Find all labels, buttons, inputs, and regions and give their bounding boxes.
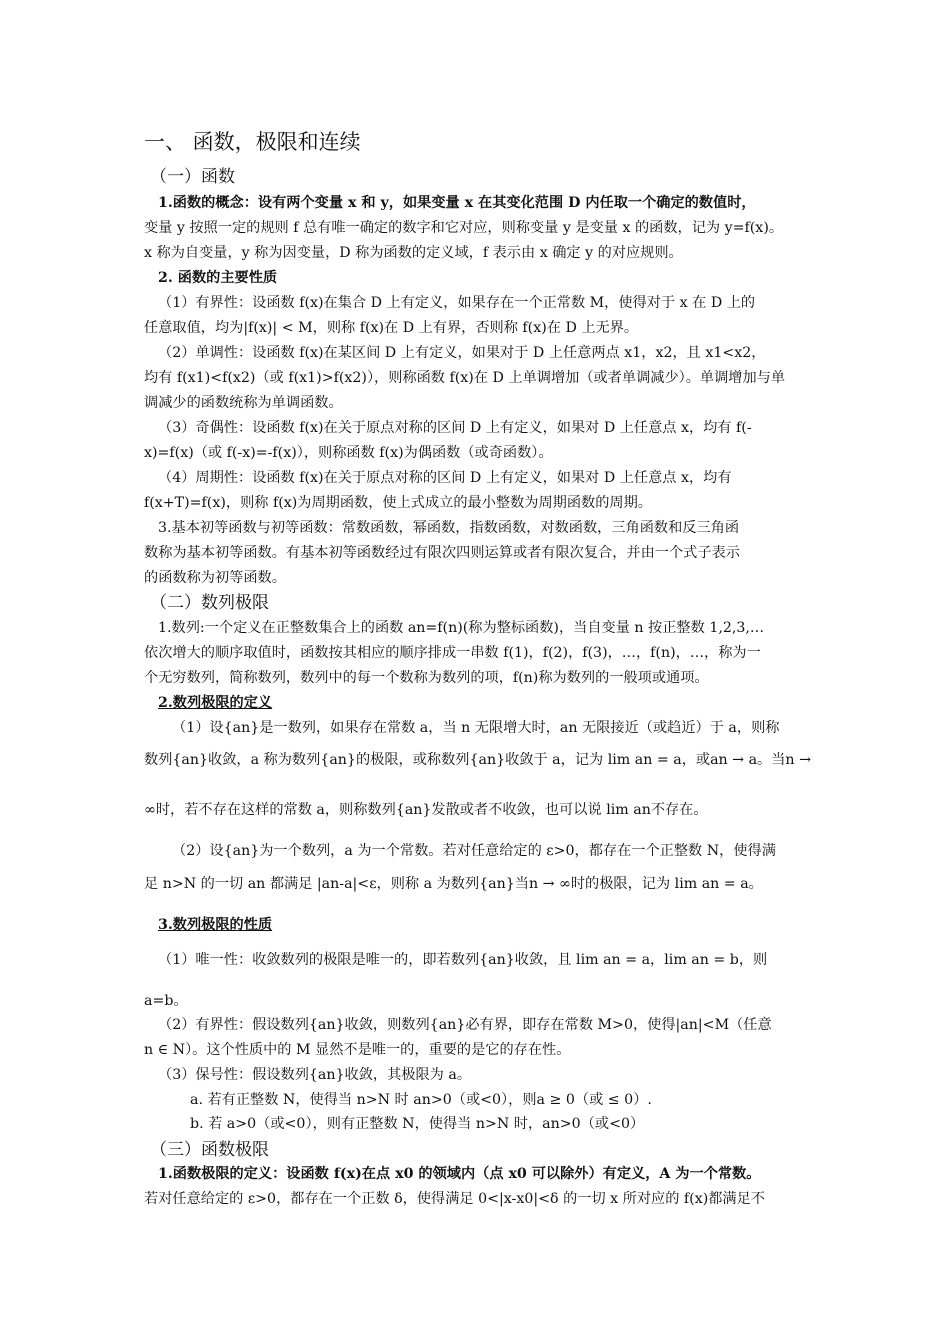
paragraph-line: （4）周期性：设函数 f(x)在关于原点对称的区间 D 上有定义，如果对 D 上任意点 x，均有 xyxy=(158,470,732,486)
paragraph-line: 的函数称为初等函数。 xyxy=(144,570,286,586)
paragraph-line: a=b。 xyxy=(144,993,188,1009)
paragraph-line: x 称为自变量，y 称为因变量，D 称为函数的定义域，f 表示由 x 确定 y 的对应规则。 xyxy=(144,245,683,261)
section-heading-function-limits: （三）函数极限 xyxy=(150,1140,269,1160)
paragraph-line: 足 n>N 的一切 an 都满足 |an-a|<ε，则称 a 为数列{an}当n → ∞时的极限，记为 lim an = a。 xyxy=(144,876,763,892)
paragraph-line: （2）单调性：设函数 f(x)在某区间 D 上有定义，如果对于 D 上任意两点 x1，x2，且 x1<x2， xyxy=(158,345,766,361)
paragraph-line: 任意取值，均为|f(x)| < M，则称 f(x)在 D 上有界，否则称 f(x)在 D 上无界。 xyxy=(144,320,639,336)
chapter-title: 一、 函数，极限和连续 xyxy=(144,130,361,154)
paragraph-line: 个无穷数列，简称数列，数列中的每一个数称为数列的项，f(n)称为数列的一般项或通项。 xyxy=(144,670,709,686)
section-heading-functions: （一）函数 xyxy=(150,167,235,187)
paragraph-line: 1.数列:一个定义在正整数集合上的函数 an=f(n)(称为整标函数)，当自变量 n 按正整数 1,2,3,… xyxy=(158,620,765,636)
paragraph-line: 依次增大的顺序取值时，函数按其相应的顺序排成一串数 f(1)，f(2)，f(3)，…，f(n)，…，称为一 xyxy=(144,645,761,661)
paragraph-line: x)=f(x)（或 f(-x)=-f(x)），则称函数 f(x)为偶函数（或奇函数）。 xyxy=(144,445,553,461)
paragraph-line: 变量 y 按照一定的规则 f 总有唯一确定的数字和它对应，则称变量 y 是变量 x 的函数，记为 y=f(x)。 xyxy=(144,220,784,236)
paragraph-line: 1.函数极限的定义：设函数 f(x)在点 x0 的领域内（点 x0 可以除外）有定义，A 为一个常数。 xyxy=(158,1166,761,1182)
paragraph-line: 3.基本初等函数与初等函数：常数函数，幂函数，指数函数，对数函数，三角函数和反三角函 xyxy=(158,520,740,536)
subheading: 2.数列极限的定义 xyxy=(158,695,273,711)
paragraph-line: f(x+T)=f(x)，则称 f(x)为周期函数，使上式成立的最小整数为周期函数的周期。 xyxy=(144,495,652,511)
paragraph-line: 调减少的函数统称为单调函数。 xyxy=(144,395,343,411)
list-item: b. 若 a>0（或<0），则有正整数 N，使得当 n>N 时，an>0（或<0） xyxy=(190,1116,645,1132)
paragraph-line: ∞时，若不存在这样的常数 a，则称数列{an}发散或者不收敛，也可以说 lim an不存在。 xyxy=(144,802,708,818)
paragraph-line: （3）奇偶性：设函数 f(x)在关于原点对称的区间 D 上有定义，如果对 D 上任意点 x，均有 f(- xyxy=(158,420,752,436)
list-item: a. 若有正整数 N，使得当 n>N 时 an>0（或<0），则a ≥ 0（或 ≤ 0）. xyxy=(190,1092,652,1108)
subheading: 3.数列极限的性质 xyxy=(158,917,273,933)
paragraph-line: 数称为基本初等函数。有基本初等函数经过有限次四则运算或者有限次复合，并由一个式子表示 xyxy=(144,545,740,561)
paragraph-line: n ∈ N）。这个性质中的 M 显然不是唯一的，重要的是它的存在性。 xyxy=(144,1042,571,1058)
paragraph-line: 数列{an}收敛，a 称为数列{an}的极限，或称数列{an}收敛于 a，记为 lim an = a，或an → a。当n → xyxy=(144,752,811,768)
paragraph-line: （2）有界性：假设数列{an}收敛，则数列{an}必有界，即存在常数 M>0，使得|an|<M（任意 xyxy=(158,1017,772,1033)
paragraph-line: （1）有界性：设函数 f(x)在集合 D 上有定义，如果存在一个正常数 M，使得对于 x 在 D 上的 xyxy=(158,295,756,311)
paragraph-line: （3）保号性：假设数列{an}收敛，其极限为 a。 xyxy=(158,1067,472,1083)
paragraph-line: 均有 f(x1)<f(x2)（或 f(x1)>f(x2)），则称函数 f(x)在 D 上单调增加（或者单调减少）。单调增加与单 xyxy=(144,370,786,386)
paragraph-line: （1）设{an}是一数列，如果存在常数 a，当 n 无限增大时，an 无限接近（或趋近）于 a，则称 xyxy=(172,720,780,736)
paragraph-line: 1.函数的概念：设有两个变量 x 和 y，如果变量 x 在其变化范围 D 内任取一个确定的数值时， xyxy=(158,195,756,211)
paragraph-line: （2）设{an}为一个数列，a 为一个常数。若对任意给定的 ε>0，都存在一个正整数 N，使得满 xyxy=(172,843,776,859)
paragraph-line: 若对任意给定的 ε>0，都存在一个正数 δ，使得满足 0<|x-x0|<δ 的一切 x 所对应的 f(x)都满足不 xyxy=(144,1191,765,1207)
section-heading-sequence-limits: （二）数列极限 xyxy=(150,593,269,613)
subheading: 2. 函数的主要性质 xyxy=(158,270,278,286)
paragraph-line: （1）唯一性：收敛数列的极限是唯一的，即若数列{an}收敛，且 lim an = a，lim an = b，则 xyxy=(158,952,768,968)
